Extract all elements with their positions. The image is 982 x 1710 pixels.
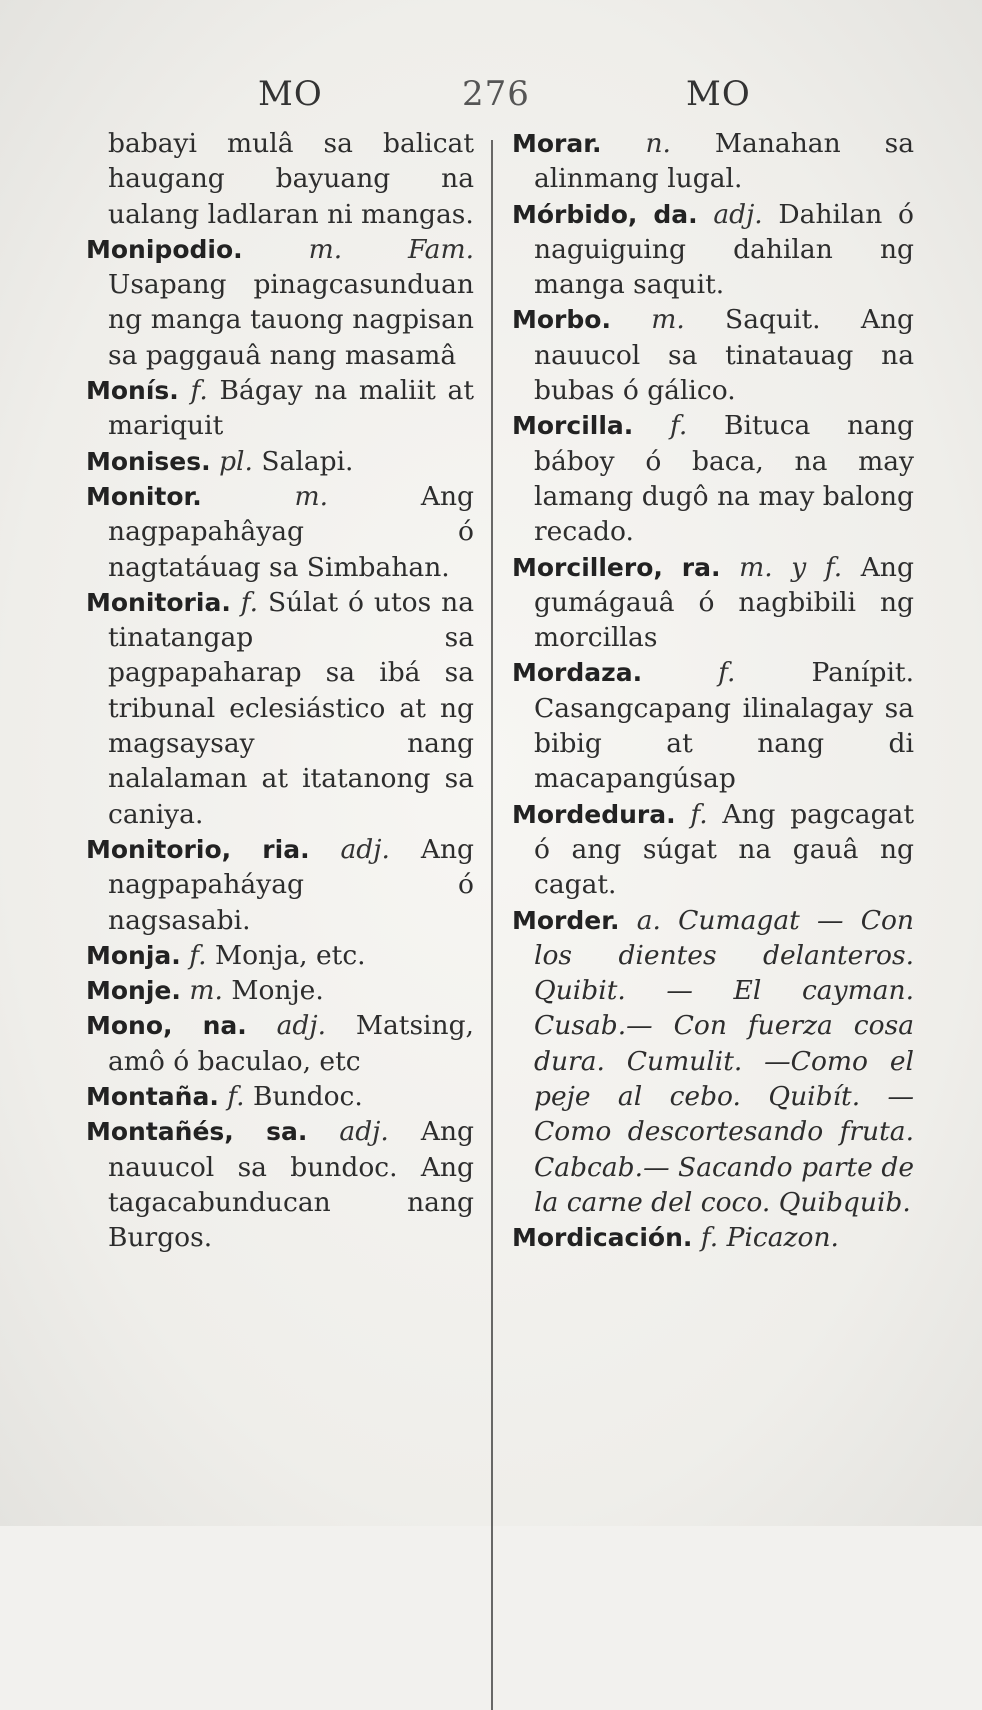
entry-definition: Matsing, amô ó baculao, etc [108,1010,474,1077]
entry-definition: Ang pagcagat ó ang súgat na gauâ ng cagat. [534,798,914,901]
entry-grammar: f. [700,1222,719,1254]
dictionary-entry [86,1114,474,1255]
dictionary-entry [512,903,914,1221]
entry-grammar: m. [651,304,685,336]
column-divider [491,140,493,1710]
entry-definition: Bundoc. [253,1081,363,1113]
entry-grammar: f. [690,798,708,830]
entry-grammar: m. [189,975,223,1007]
entry-headword: Mono, na. [86,1011,247,1041]
dictionary-entry [512,302,914,408]
dictionary-entry [86,973,474,1008]
entry-grammar: f. [670,410,688,442]
entry-headword: Mordedura. [512,799,676,829]
dictionary-entry [512,550,914,656]
entry-headword: Monitor. [86,481,202,511]
entry-grammar: adj. [339,1116,389,1148]
entry-definition: Ang gumágauâ ó nagbibili ng morcillas [534,551,914,654]
entry-grammar: f. [240,586,259,618]
dictionary-entry [86,232,474,373]
entry-grammar: pl. [219,445,253,477]
entry-headword: Morcillero, ra. [512,552,721,582]
entry-definition: Monja, etc. [214,939,366,971]
dictionary-entry [86,938,474,973]
header-right-guide-word: MO [686,74,751,114]
header-left-guide-word: MO [258,74,323,114]
dictionary-entry [86,585,474,832]
entry-definition: Ang nauucol sa bundoc. Ang tagacabunducan nang Burgos. [108,1116,474,1254]
entry-definition: Ang nagpapahâyag ó nagtatáuag sa Simbahan. [108,480,474,583]
entry-headword: Morcilla. [512,411,634,441]
entry-definition: Dahilan ó naguiguing dahilan ng manga saquit. [534,198,914,301]
entry-grammar: adj. [713,198,763,230]
entry-headword: Mordaza. [512,658,643,688]
dictionary-entry [86,444,474,479]
entry-headword: Morbo. [512,305,611,335]
entry-headword: Monís. [86,376,179,406]
entry-grammar: f. [718,657,736,689]
entry-definition: Saquit. Ang nauucol sa tinatauag na bubas ó gálico. [534,304,914,407]
page-number: 276 [462,74,530,114]
dictionary-entry [512,797,914,903]
entry-headword: Montañés, sa. [86,1117,308,1147]
dictionary-entry [512,197,914,303]
entry-headword: Monitoria. [86,587,231,617]
entry-headword: Monje. [86,976,181,1006]
entry-definition: Usapang pinagcasunduan ng manga tauong nagpisan sa paggauâ nang masamâ [108,269,474,371]
entry-headword: Monipodio. [86,234,243,264]
entry-definition: babayi mulâ sa balicat haugang bayuang na ualang ladlaran ni mangas. [108,128,474,230]
dictionary-entry [86,1008,474,1079]
entry-grammar: f. [227,1081,245,1113]
dictionary-entry [512,1220,914,1255]
entry-definition: Ang nagpapaháyag ó nagsasabi. [108,833,474,936]
entry-grammar: n. [645,128,671,159]
entry-headword: Monja. [86,940,181,970]
entry-headword: Morder. [512,905,620,935]
entry-definition: Bágay na maliit at mariquit [108,375,474,442]
entry-definition: Súlat ó utos na tinatangap sa pagpapaharap sa ibá sa tribunal eclesiástico at ng magsaysay nang nalalaman at itatanong sa caniya. [108,586,474,830]
entry-definition: Cumagat — Con los dientes delanteros. Quibit. — El cayman. Cusab.— Con fuerza cosa dura. Cumulit. —Como el peje al cebo. Quibít. — Como descortesando fruta. Cabcab.— Sacando parte de la carne del coco. Quibquib. [534,904,914,1218]
entry-grammar: m. [294,480,329,512]
entry-headword: Monises. [86,446,211,476]
entry-definition: Picazon. [726,1222,839,1254]
entry-definition: Panípit. Casangcapang ilinalagay sa bibig at nang di macapangúsap [534,657,914,795]
entry-grammar: a. [636,904,661,936]
dictionary-entry [512,655,914,796]
entry-definition: Monje. [231,975,324,1007]
entry-headword: Monitorio, ria. [86,834,310,864]
dictionary-entry [512,408,914,549]
dictionary-entry [86,373,474,444]
dictionary-entry [86,126,474,232]
entry-grammar: f. [189,939,207,971]
entry-grammar: f. [190,375,208,407]
dictionary-entry [86,832,474,938]
dictionary-entry [86,479,474,585]
entry-definition: Salapi. [261,445,354,477]
entry-definition: Bituca nang báboy ó baca, na may lamang dugô na may balong recado. [534,410,914,548]
right-column [512,126,914,1256]
left-column [86,126,474,1256]
entry-headword: Mórbido, da. [512,199,698,229]
entry-grammar: adj. [276,1010,327,1042]
entry-grammar: m. y f. [739,551,843,583]
entry-headword: Montaña. [86,1082,219,1112]
entry-headword: Morar. [512,129,602,158]
entry-grammar: adj. [340,833,390,865]
dictionary-entry [512,126,914,197]
entry-headword: Mordicación. [512,1223,693,1253]
entry-definition: Manahan sa alinmang lugal. [534,128,914,195]
entry-grammar: m. Fam. [308,233,474,265]
page-header [0,70,982,130]
dictionary-entry [86,1079,474,1114]
